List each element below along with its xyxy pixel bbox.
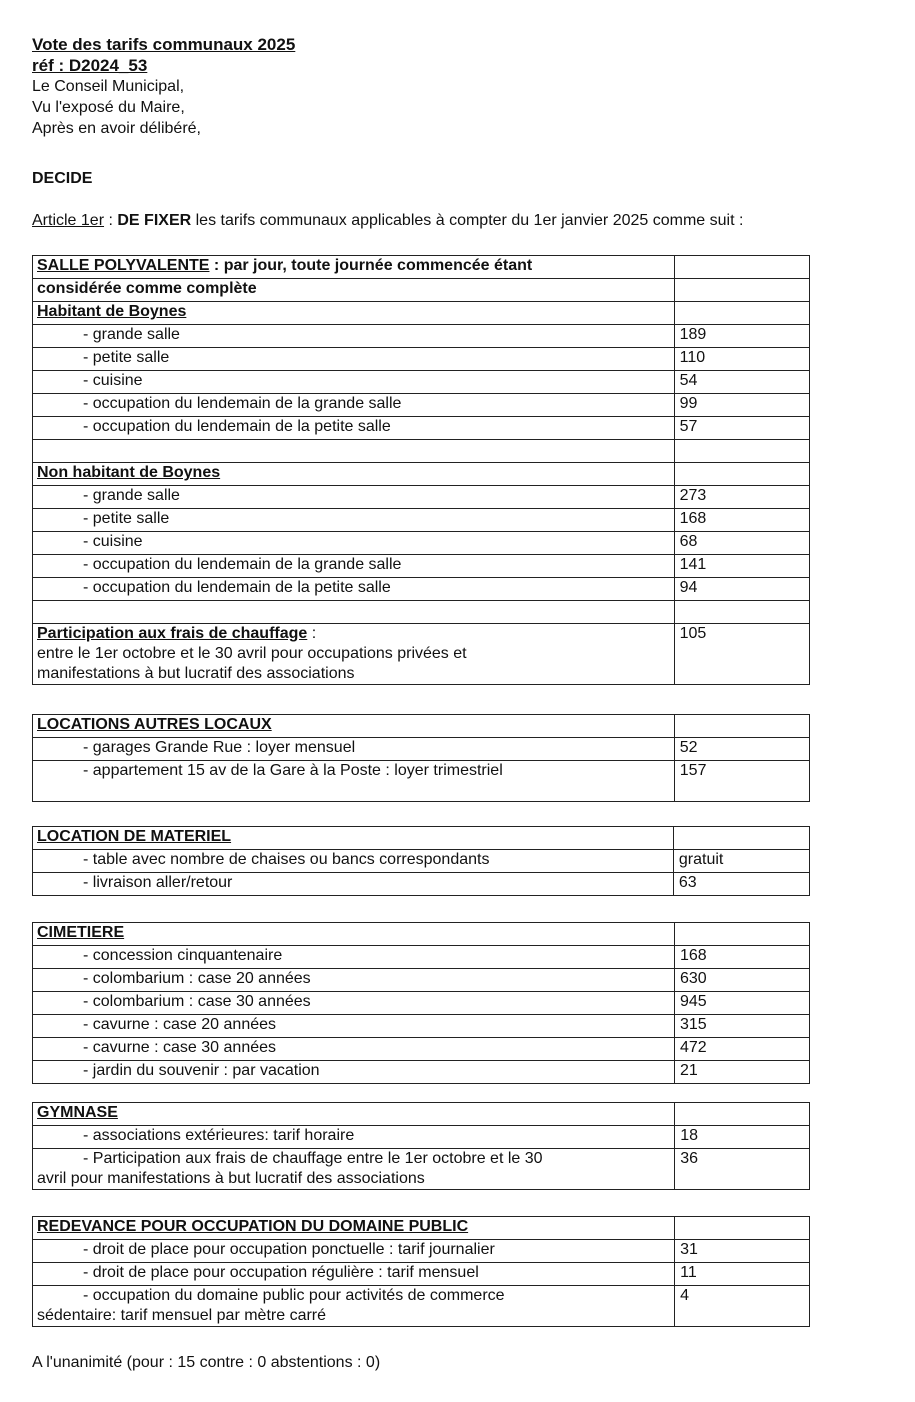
- article-verb: DE FIXER: [117, 212, 192, 229]
- row-label: - occupation du lendemain de la petite salle: [33, 417, 675, 440]
- row-label: - colombarium : case 30 années: [33, 992, 675, 1015]
- table-row: [33, 992, 810, 1015]
- section-heading: LOCATIONS AUTRES LOCAUX: [33, 715, 675, 738]
- redevance-commerce-cell: [33, 1286, 675, 1327]
- table-row: [33, 827, 810, 850]
- salle-heading: SALLE POLYVALENTE: [37, 257, 210, 274]
- table-row: [33, 601, 810, 624]
- section-heading: GYMNASE: [33, 1103, 675, 1126]
- table-row: [33, 1240, 810, 1263]
- table-row: [33, 969, 810, 992]
- document-header: [32, 34, 295, 139]
- row-label: - droit de place pour occupation régulière : tarif mensuel: [33, 1263, 675, 1286]
- table-cimetiere: [32, 922, 810, 1084]
- row-value: gratuit: [673, 850, 809, 873]
- table-row: [33, 325, 810, 348]
- row-label: - cavurne : case 30 années: [33, 1038, 675, 1061]
- row-label: - petite salle: [33, 509, 675, 532]
- table-row: [33, 371, 810, 394]
- row-label: - grande salle: [33, 325, 675, 348]
- table-salle-polyvalente: [32, 255, 810, 685]
- row-label: - occupation du domaine public pour activités de commerce: [83, 1287, 505, 1304]
- table-row: [33, 1061, 810, 1084]
- table-row: [33, 946, 810, 969]
- subheading-habitant: Habitant de Boynes: [33, 302, 675, 325]
- subheading-non-habitant: Non habitant de Boynes: [33, 463, 675, 486]
- intro-line: Après en avoir délibéré,: [32, 120, 201, 137]
- table-row: [33, 873, 810, 896]
- table-row: [33, 1038, 810, 1061]
- row-label: - concession cinquantenaire: [33, 946, 675, 969]
- row-value: 273: [674, 486, 809, 509]
- table-row: [33, 1263, 810, 1286]
- row-value: 315: [674, 1015, 809, 1038]
- intro-line: Le Conseil Municipal,: [32, 78, 185, 95]
- row-value: 168: [674, 509, 809, 532]
- row-label: - occupation du lendemain de la grande salle: [33, 394, 675, 417]
- table-row: [33, 1103, 810, 1126]
- row-value: 36: [675, 1149, 810, 1190]
- row-label: - droit de place pour occupation ponctuelle : tarif journalier: [33, 1240, 675, 1263]
- section-heading: REDEVANCE POUR OCCUPATION DU DOMAINE PUBLIC: [33, 1217, 675, 1240]
- article-sep: :: [104, 212, 118, 229]
- table-row: [33, 302, 810, 325]
- row-label: - jardin du souvenir : par vacation: [33, 1061, 675, 1084]
- row-label: - livraison aller/retour: [33, 873, 674, 896]
- row-value: 57: [674, 417, 809, 440]
- row-label: - petite salle: [33, 348, 675, 371]
- row-value: 63: [673, 873, 809, 896]
- row-value: 54: [674, 371, 809, 394]
- row-value: 110: [674, 348, 809, 371]
- row-value: 94: [674, 578, 809, 601]
- article-text: les tarifs communaux applicables à compter du 1er janvier 2025 comme suit :: [191, 212, 744, 229]
- row-value: 21: [674, 1061, 809, 1084]
- chauffage-sep: :: [307, 625, 317, 642]
- table-row: [33, 394, 810, 417]
- row-value: 4: [675, 1286, 810, 1327]
- row-label: - table avec nombre de chaises ou bancs correspondants: [33, 850, 674, 873]
- row-value: 18: [675, 1126, 810, 1149]
- row-value: 31: [675, 1240, 810, 1263]
- table-row: [33, 738, 810, 761]
- row-label: - cuisine: [33, 532, 675, 555]
- row-value: 68: [674, 532, 809, 555]
- table-row: [33, 532, 810, 555]
- row-value: 99: [674, 394, 809, 417]
- table-row: [33, 850, 810, 873]
- salle-heading-line2: considérée comme complète: [33, 279, 675, 302]
- table-gymnase: [32, 1102, 810, 1190]
- row-label: - appartement 15 av de la Gare à la Poste : loyer trimestriel: [33, 761, 675, 802]
- table-row: [33, 555, 810, 578]
- row-label: - cuisine: [33, 371, 675, 394]
- section-heading: [33, 256, 675, 279]
- row-label: - grande salle: [33, 486, 675, 509]
- row-value: 52: [674, 738, 809, 761]
- salle-heading-rest: : par jour, toute journée commencée étant: [209, 257, 533, 274]
- article-line: [32, 212, 743, 230]
- table-row: [33, 463, 810, 486]
- table-row: [33, 486, 810, 509]
- row-value: 472: [674, 1038, 809, 1061]
- row-label: sédentaire: tarif mensuel par mètre carré: [37, 1307, 327, 1324]
- table-materiel: [32, 826, 810, 896]
- table-redevance: [32, 1216, 810, 1327]
- chauffage-cell: [33, 624, 675, 685]
- table-locations: [32, 714, 810, 802]
- vote-result: A l'unanimité (pour : 15 contre : 0 abstentions : 0): [32, 1354, 381, 1371]
- table-row: [33, 715, 810, 738]
- row-value: 11: [675, 1263, 810, 1286]
- table-row: [33, 256, 810, 279]
- row-label: - colombarium : case 20 années: [33, 969, 675, 992]
- table-row: [33, 440, 810, 463]
- section-heading: LOCATION DE MATERIEL: [33, 827, 674, 850]
- table-row: [33, 624, 810, 685]
- row-value: 157: [674, 761, 809, 802]
- article-label: Article 1er: [32, 212, 105, 229]
- intro-line: Vu l'exposé du Maire,: [32, 99, 185, 116]
- row-value: 189: [674, 325, 809, 348]
- chauffage-text: entre le 1er octobre et le 30 avril pour occupations privées et: [37, 645, 467, 662]
- decide-heading: DECIDE: [32, 170, 93, 187]
- row-value: 105: [674, 624, 809, 685]
- row-value: 945: [674, 992, 809, 1015]
- row-label: avril pour manifestations à but lucratif des associations: [37, 1170, 425, 1187]
- chauffage-heading: Participation aux frais de chauffage: [37, 625, 308, 642]
- table-row: [33, 578, 810, 601]
- section-heading: CIMETIERE: [33, 923, 675, 946]
- table-row: [33, 1286, 810, 1327]
- table-row: [33, 761, 810, 802]
- table-row: [33, 1217, 810, 1240]
- row-label: - occupation du lendemain de la grande salle: [33, 555, 675, 578]
- row-value: 630: [674, 969, 809, 992]
- row-label: - garages Grande Rue : loyer mensuel: [33, 738, 675, 761]
- table-row: [33, 279, 810, 302]
- gymnase-chauffage-cell: [33, 1149, 675, 1190]
- row-label: - occupation du lendemain de la petite salle: [33, 578, 675, 601]
- table-row: [33, 348, 810, 371]
- document-title: Vote des tarifs communaux 2025: [32, 35, 296, 54]
- row-label: - Participation aux frais de chauffage entre le 1er octobre et le 30: [83, 1150, 543, 1167]
- chauffage-text: manifestations à but lucratif des associations: [37, 665, 355, 682]
- table-row: [33, 1149, 810, 1190]
- row-value: 141: [674, 555, 809, 578]
- document-ref: réf : D2024_53: [32, 56, 148, 75]
- table-row: [33, 509, 810, 532]
- row-label: - cavurne : case 20 années: [33, 1015, 675, 1038]
- table-row: [33, 1126, 810, 1149]
- table-row: [33, 923, 810, 946]
- row-value: 168: [674, 946, 809, 969]
- table-row: [33, 417, 810, 440]
- table-row: [33, 1015, 810, 1038]
- row-label: - associations extérieures: tarif horaire: [33, 1126, 675, 1149]
